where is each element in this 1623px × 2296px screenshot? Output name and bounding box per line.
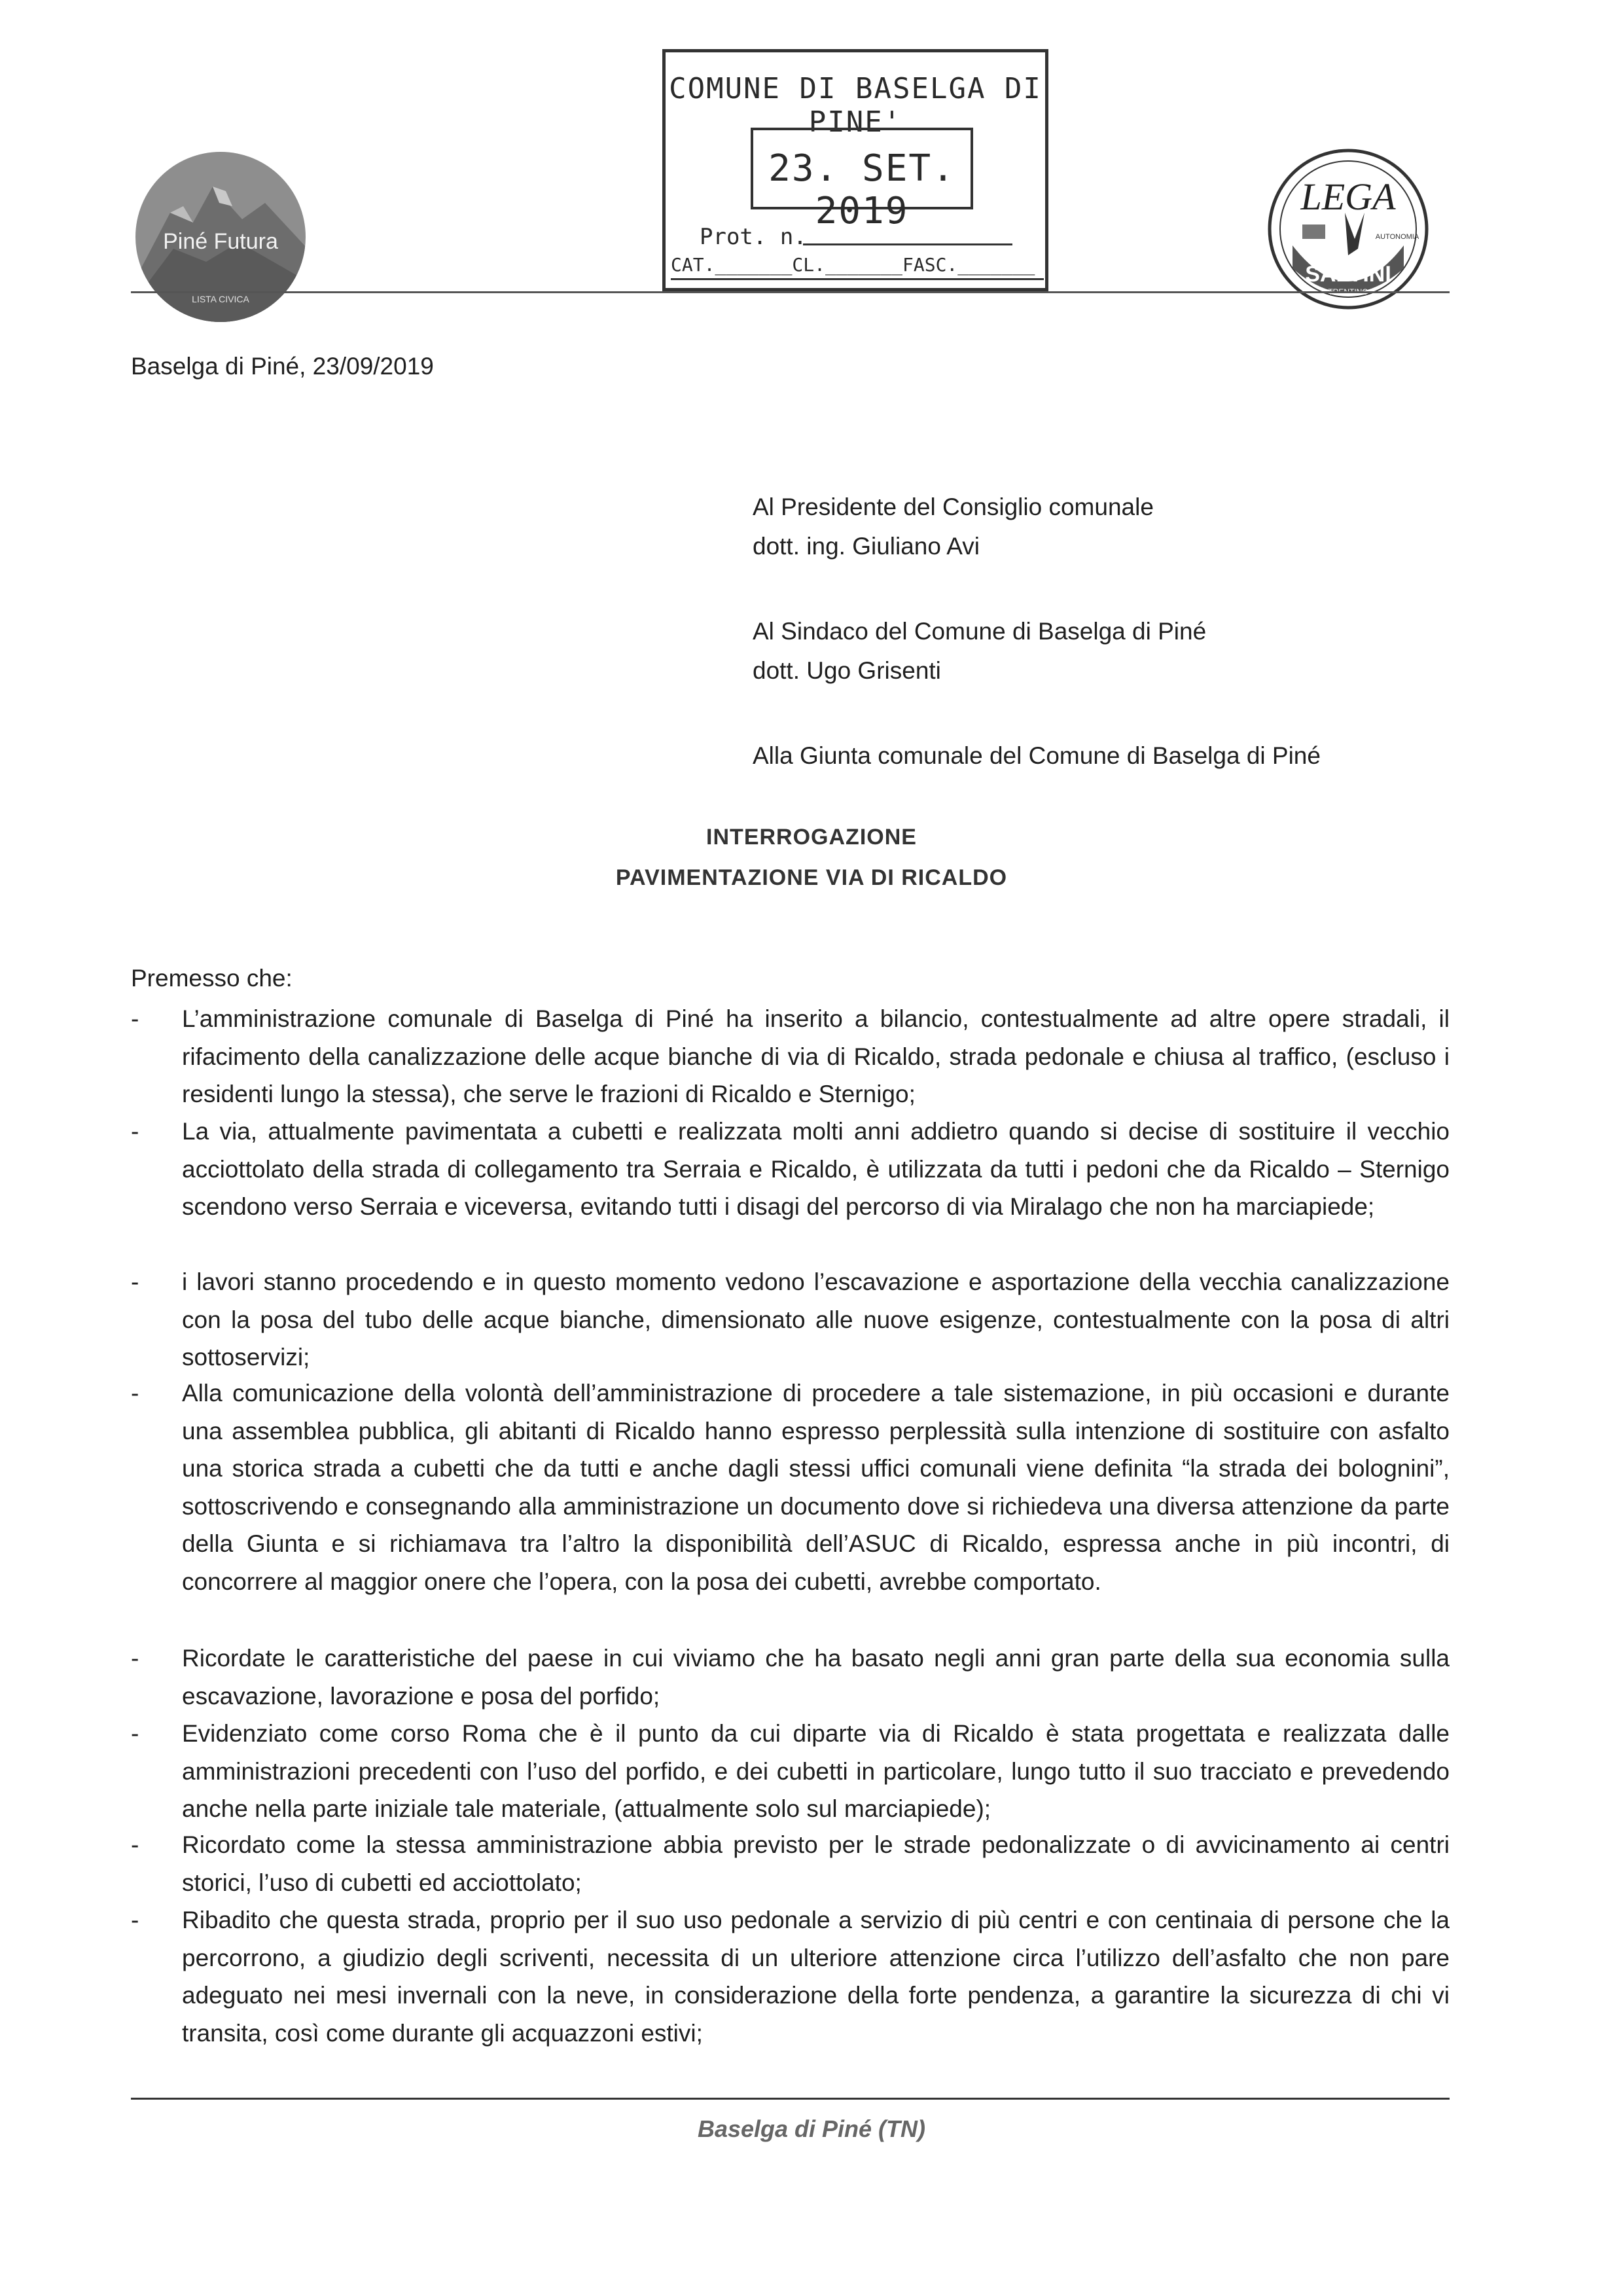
footer-divider: [131, 2098, 1450, 2100]
recipient-mayor: Al Sindaco del Comune di Baselga di Piné: [753, 618, 1207, 645]
list-item-dash: -: [131, 1907, 139, 1933]
recipient-mayor-name: dott. Ugo Grisenti: [753, 657, 941, 684]
lega-logo-side-text: AUTONOMIA: [1375, 233, 1419, 241]
stamp-date: 23. SET. 2019: [768, 147, 955, 232]
lega-logo-top-text: LEGA: [1300, 175, 1396, 218]
stamp-protocol-line: [803, 243, 1012, 245]
list-item: [131, 1901, 1450, 2052]
lega-logo-region-text: TRENTINO: [1328, 287, 1368, 296]
list-item-text: L’amministrazione comunale di Baselga di Piné ha inserito a bilancio, contestualmente ad altre opere stradali, il rifacimento della canalizzazione delle acque bianche di via di Ricaldo, strada pedonale e chiusa al traffico, (escluso i residenti lungo la stessa), che serve le frazioni di Ricaldo e Sternigo;: [182, 1005, 1450, 1107]
header-divider: [131, 291, 1450, 293]
place-date: Baselga di Piné, 23/09/2019: [131, 353, 434, 380]
stamp-bottom-line: [671, 278, 1044, 280]
pine-futura-logo-text: Piné Futura: [163, 229, 278, 254]
list-item: [131, 1000, 1450, 1115]
stamp-title: COMUNE DI BASELGA DI PINE': [669, 72, 1042, 139]
footer-location: Baselga di Piné (TN): [697, 2115, 926, 2142]
list-item: [131, 1715, 1450, 1829]
stamp-protocol-label: Prot. n.: [700, 224, 807, 250]
list-item-dash: -: [131, 1268, 139, 1295]
list-item-dash: -: [131, 1831, 139, 1858]
recipient-president-name: dott. ing. Giuliano Avi: [753, 533, 980, 560]
pine-futura-logo: [134, 151, 308, 324]
list-item: [131, 1374, 1450, 1640]
list-item: [131, 1640, 1450, 1715]
recipient-council: Alla Giunta comunale del Comune di Baselga di Piné: [753, 742, 1321, 769]
list-item: [131, 1113, 1450, 1263]
list-item-text: Alla comunicazione della volontà dell’amministrazione di procedere a tale sistemazione, in più occasioni e durante una assemblea pubblica, gli abitanti di Ricaldo hanno espresso perplessità sulla intenzione di sostituire con asfalto una storica strada a cubetti che da tutti e anche dagli stessi uffici comunali viene definita “la strada dei bolognini”, sottoscrivendo e consegnando alla amministrazione un documento dove si richiedeva una diversa attenzione da parte della Giunta e si richiamava tra l’altro la disponibilità dell’ASUC di Ricaldo, espressa anche in più incontri, di concorrere al maggior onere che l’opera, con la posa dei cubetti, avrebbe comportato.: [182, 1380, 1450, 1595]
list-item: [131, 1263, 1450, 1378]
document-title: INTERROGAZIONE: [706, 825, 917, 850]
recipient-president: Al Presidente del Consiglio comunale: [753, 493, 1154, 520]
lega-logo-bottom-text: SALVINI: [1305, 262, 1391, 287]
intro-premesso: Premesso che:: [131, 965, 293, 992]
pine-futura-logo-subtitle: LISTA CIVICA: [192, 294, 249, 304]
list-item-dash: -: [131, 1118, 139, 1145]
protocol-stamp: [662, 49, 1048, 291]
list-item-dash: -: [131, 1380, 139, 1407]
list-item-text: Ricordate le caratteristiche del paese in cui viviamo che ha basato negli anni gran parte della sua economia sulla escavazione, lavorazione e posa del porfido;: [182, 1645, 1450, 1710]
list-item-text: Ribadito che questa strada, proprio per il suo uso pedonale a servizio di più centri e con centinaia di persone che la percorrono, a giudizio degli scriventi, necessita di un ulteriore attenzione circa l’utilizzo dell’asfalto che non pare adeguato nei mesi invernali con la neve, in considerazione della forte pendenza, a garantire la sicurezza di chi vi transita, così come durante gli acquazzoni estivi;: [182, 1907, 1450, 2047]
list-item-text: i lavori stanno procedendo e in questo momento vedono l’escavazione e asportazione della vecchia canalizzazione con la posa del tubo delle acque bianche, dimensionato alle nuove esigenze, contestualmente con la posa di altri sottoservizi;: [182, 1268, 1450, 1371]
list-item-text: La via, attualmente pavimentata a cubetti e realizzata molti anni addietro quando si decise di sostituire il vecchio acciottolato della strada di collegamento tra Serraia e Ricaldo, è utilizzata da tutti i pedoni che da Ricaldo – Sternigo scendono verso Serraia e viceversa, evitando tutti i disagi del percorso di via Miralago che non ha marciapiede;: [182, 1118, 1450, 1220]
list-item-dash: -: [131, 1005, 139, 1032]
document-subtitle: PAVIMENTAZIONE VIA DI RICALDO: [615, 865, 1008, 890]
lega-salvini-logo: [1266, 147, 1430, 311]
list-item-text: Ricordato come la stessa amministrazione abbia previsto per le strade pedonalizzate o di avvicinamento ai centri storici, l’uso di cubetti ed acciottolato;: [182, 1831, 1450, 1896]
list-item: [131, 1826, 1450, 1901]
stamp-category-line: CAT._______CL._______FASC._______: [671, 254, 1035, 276]
list-item-dash: -: [131, 1720, 139, 1747]
list-item-dash: -: [131, 1645, 139, 1672]
list-item-text: Evidenziato come corso Roma che è il punto da cui diparte via di Ricaldo è stata progettata e realizzata dalle amministrazioni precedenti con l’uso del porfido, e dei cubetti in particolare, lungo tutto il suo tracciato e prevedendo anche nella parte iniziale tale materiale, (attualmente solo sul marciapiede);: [182, 1720, 1450, 1822]
stamp-date-box: [751, 128, 973, 232]
